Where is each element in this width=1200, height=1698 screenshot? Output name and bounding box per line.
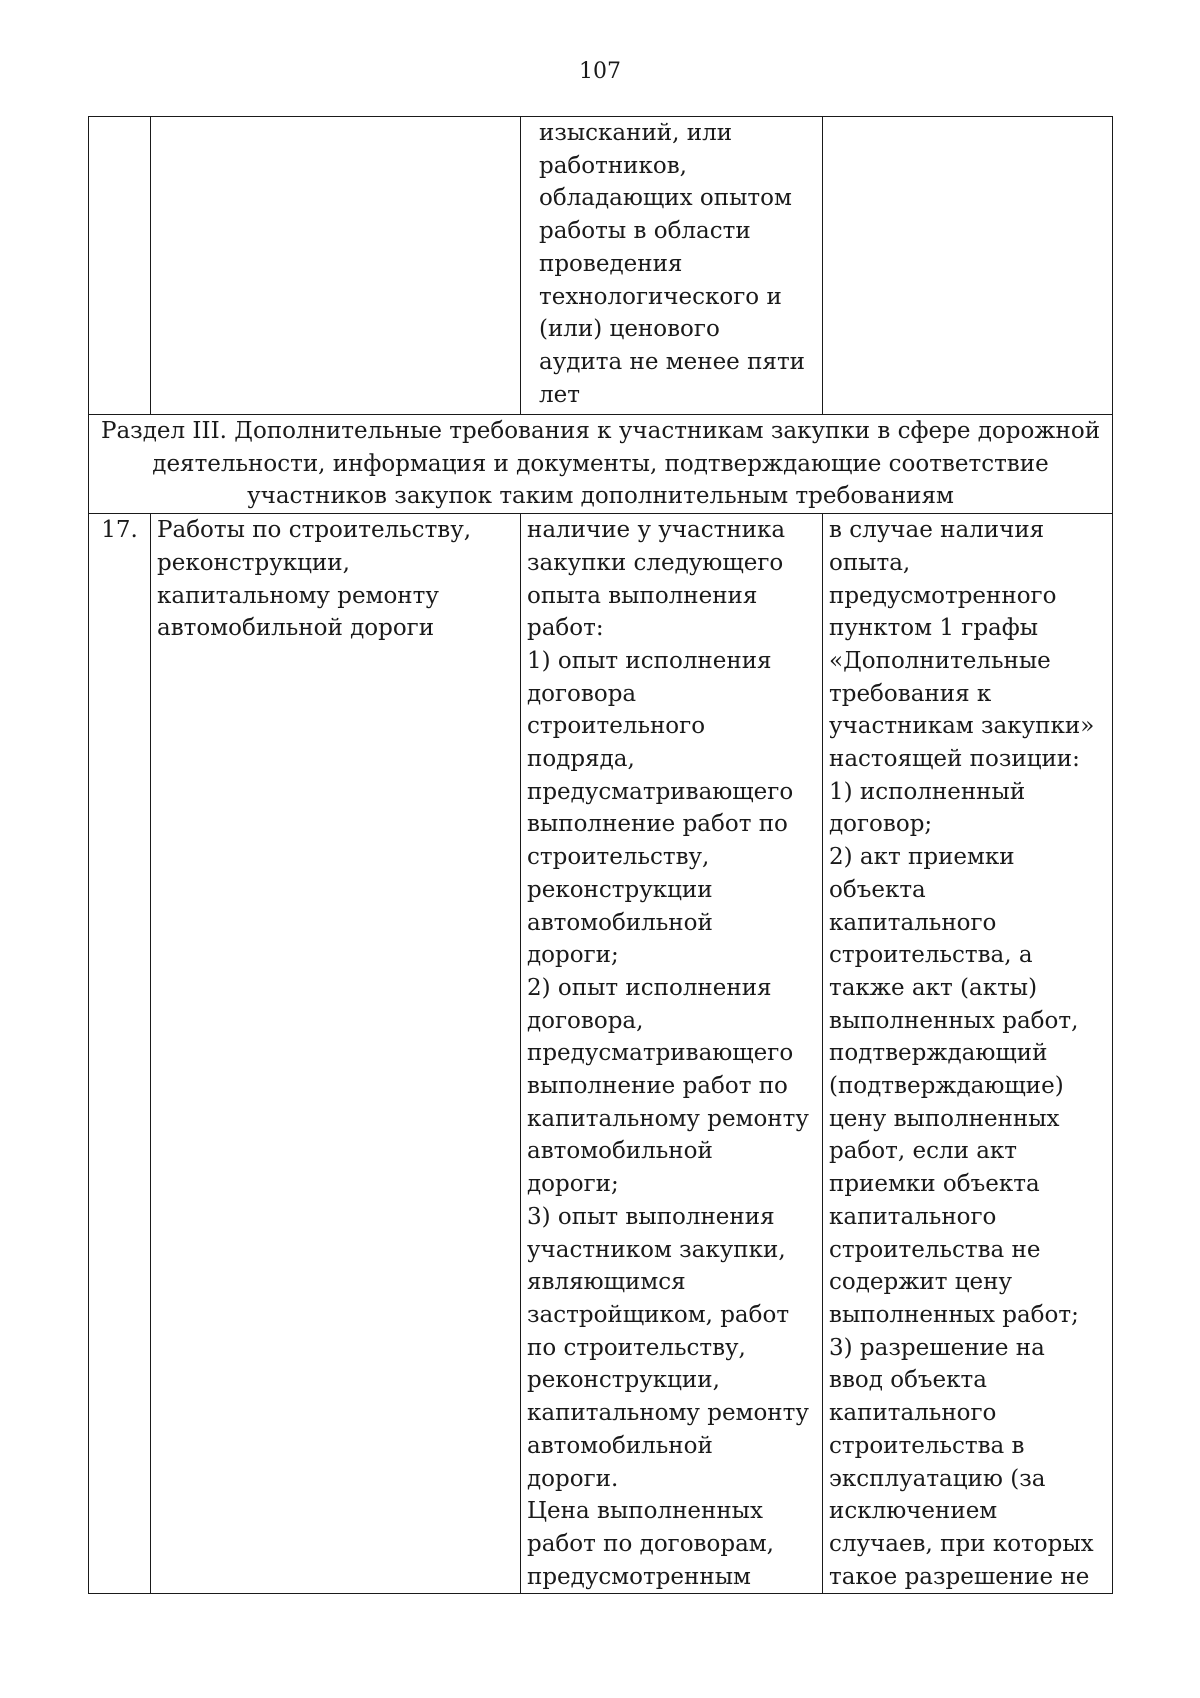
section-heading-row	[89, 415, 1113, 514]
subject-cell-empty	[151, 117, 521, 415]
requirements-continued-text: изысканий, или работников, обладающих опытом работы в области проведения технологического и (или) ценового аудита не менее пяти лет	[539, 120, 805, 408]
requirements-cell	[521, 514, 823, 1594]
requirements-table	[88, 116, 1113, 1594]
documents-cell-empty	[823, 117, 1113, 415]
section-heading-cell	[89, 415, 1113, 514]
table-row-17	[89, 514, 1113, 1594]
table-row-continued	[89, 117, 1113, 415]
row-number: 17.	[101, 517, 138, 544]
requirements-cell-continued	[521, 117, 823, 415]
requirements-text: наличие у участника закупки следующего опыта выполнения работ: 1) опыт исполнения договора строительного подряда, предусматривающего выполнение работ по строительству, реконструкции автомобильной дороги; 2) опыт исполнения договора, предусматривающего выполнение работ по капитальному ремонту автомобильной дороги; 3) опыт выполнения участником закупки, являющимся застройщиком, работ по строительству, реконструкции, капитальному ремонту автомобильной дороги. Цена выполненных работ по договорам, предусмотренным	[527, 517, 809, 1590]
row-number-cell	[89, 514, 151, 1594]
subject-text: Работы по строительству, реконструкции, капитальному ремонту автомобильной дороги	[157, 517, 472, 642]
documents-text: в случае наличия опыта, предусмотренного пунктом 1 графы «Дополнительные требования к участникам закупки» настоящей позиции: 1) исполненный договор; 2) акт приемки объекта капитального строительства, а также акт (акты) выполненных работ, подтверждающий (подтверждающие) цену выполненных работ, если акт приемки объекта капитального строительства не содержит цену выполненных работ; 3) разрешение на ввод объекта капитального строительства в эксплуатацию (за исключением случаев, при которых такое разрешение не	[829, 517, 1095, 1590]
page-number: 107	[579, 59, 621, 84]
row-number-cell-empty	[89, 117, 151, 415]
section-heading: Раздел III. Дополнительные требования к участникам закупки в сфере дорожной деятельности, информация и документы, подтверждающие соответствие участников закупок таким дополнительным требованиям	[100, 418, 1101, 510]
documents-cell	[823, 514, 1113, 1594]
subject-cell	[151, 514, 521, 1594]
